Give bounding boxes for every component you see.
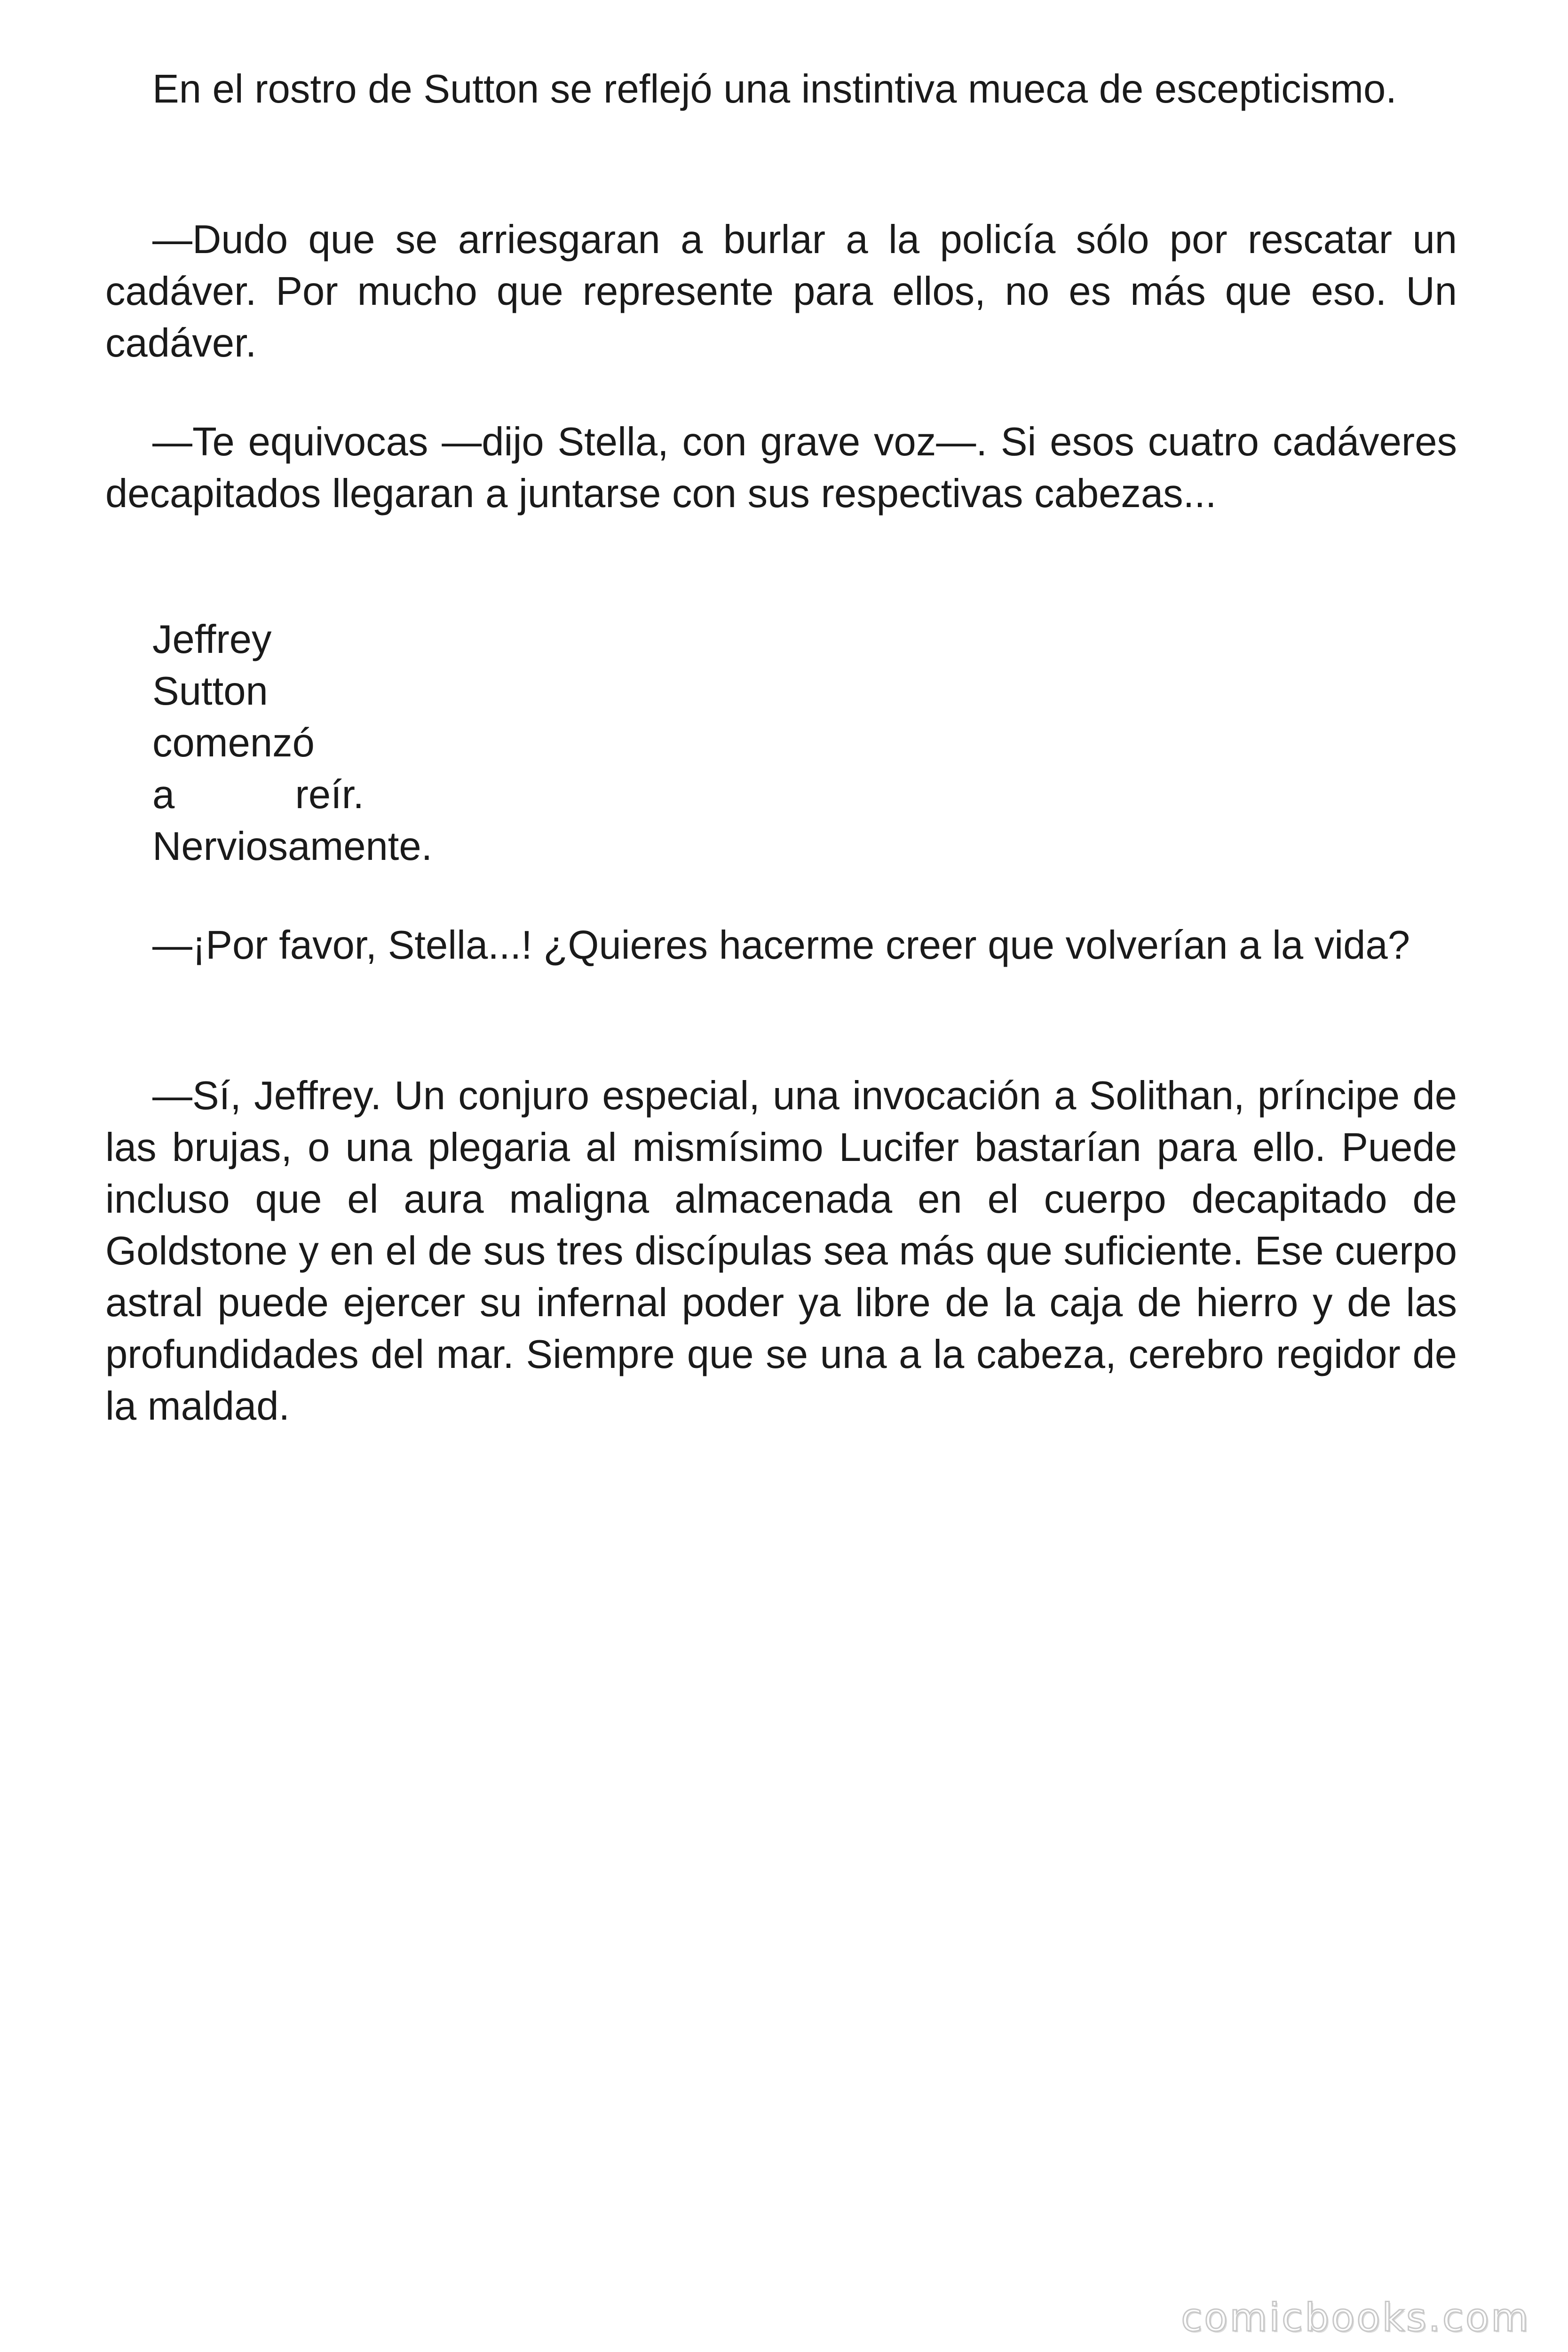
paragraph-text: —Sí, Jeffrey. Un conjuro especial, una invocación a Solithan, príncipe de las brujas, o una plegaria al mismísimo Lucifer bastarían para ello. Puede incluso que el aura maligna almacenada en el cuerpo decapitado de Goldstone y en el de sus tres discípulas sea más que suficiente. Ese cuerpo astral puede ejercer su infernal poder ya libre de la caja de hierro y de las profundidades del mar. Siempre que se una a la cabeza, cerebro regidor de la maldad. [105,1073,1457,1429]
paragraph-2 [105,214,1457,369]
paragraph-text: En el rostro de Sutton se reflejó una instintiva mueca de escepticismo. [152,67,1397,111]
paragraph-3 [105,416,1457,520]
paragraph-text: —Dudo que se arriesgaran a burlar a la policía sólo por rescatar un cadáver. Por mucho que represente para ellos, no es más que eso. Un cadáver. [105,217,1457,366]
paragraph-4 [105,614,1457,873]
paragraph-1 [105,64,1457,115]
paragraph-line: a reír. [152,772,364,817]
paragraph-text: —Te equivocas —dijo Stella, con grave voz—. Si esos cuatro cadáveres decapitados llegaran a juntarse con sus respectivas cabezas... [105,420,1457,516]
paragraph-line: Nerviosamente. [152,824,433,869]
paragraph-line: Sutton [152,669,268,714]
paragraph-line: comenzó [152,721,315,765]
paragraph-line: Jeffrey [152,617,272,662]
paragraph-text: —¡Por favor, Stella...! ¿Quieres hacerme creer que volverían a la vida? [152,923,1410,968]
paragraph-5 [105,920,1457,971]
paragraph-6 [105,1070,1457,1432]
watermark-logo: comicbooks.com [1181,2296,1530,2340]
